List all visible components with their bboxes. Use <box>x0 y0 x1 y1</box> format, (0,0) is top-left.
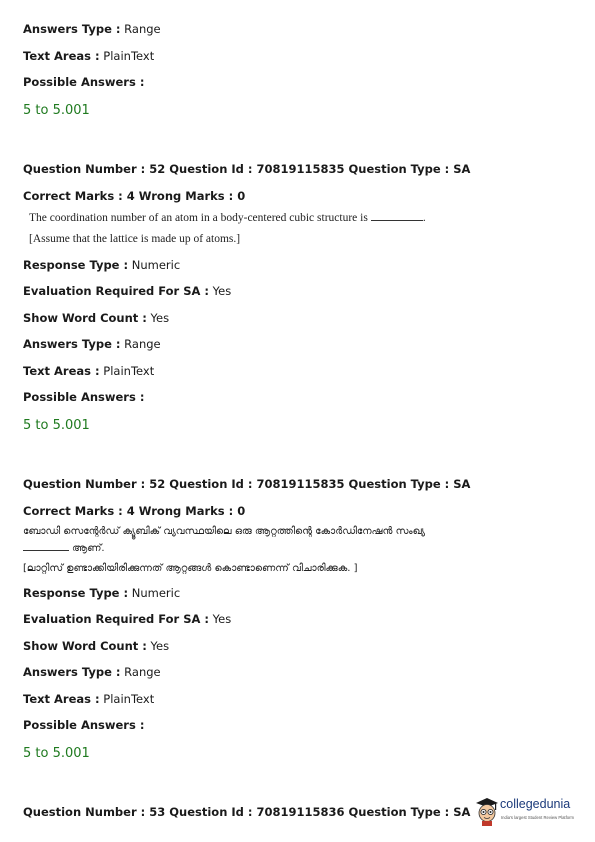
answers-type-row: Answers Type : Range <box>23 665 161 679</box>
collegedunia-logo <box>474 794 586 828</box>
word-count-row: Show Word Count : Yes <box>23 639 170 653</box>
question-text-line3: [ലാറ്റിസ് ഉണ്ടാക്കിയിരിക്കുന്നത് ആറ്റങ്ങൾ കൊണ്ടാണെന്ന് വിചാരിക്കുക. ] <box>23 563 358 574</box>
text-areas-row: Text Areas : PlainText <box>23 364 155 378</box>
question-header: Question Number : 52 Question Id : 70819115835 Question Type : SA <box>23 477 471 491</box>
answer-blank <box>23 550 69 551</box>
logo-tagline: India's largest Student Review Platform <box>501 815 574 820</box>
marks-row: Correct Marks : 4 Wrong Marks : 0 <box>23 189 246 203</box>
evaluation-row: Evaluation Required For SA : Yes <box>23 612 232 626</box>
text-areas-row: Text Areas : PlainText <box>23 49 155 63</box>
answer-blank <box>371 220 423 221</box>
possible-answers-label: Possible Answers : <box>23 718 145 732</box>
response-type-row: Response Type : Numeric <box>23 586 181 600</box>
possible-answers-label: Possible Answers : <box>23 390 145 404</box>
question-header: Question Number : 53 Question Id : 70819115836 Question Type : SA <box>23 805 471 819</box>
possible-answers-value: 5 to 5.001 <box>23 103 90 118</box>
question-text-line2: [Assume that the lattice is made up of atoms.] <box>29 233 241 245</box>
logo-wordmark: collegedunia <box>500 797 571 811</box>
response-type-row: Response Type : Numeric <box>23 258 181 272</box>
question-header: Question Number : 52 Question Id : 70819115835 Question Type : SA <box>23 162 471 176</box>
text-areas-row: Text Areas : PlainText <box>23 692 155 706</box>
question-text-line1: ബോഡി സെന്റേർഡ് ക്യൂബിക് വ്യവസ്ഥയിലെ ഒരു ആറ്റത്തിന്റെ കോർഡിനേഷൻ സംഖ്യ <box>23 526 426 537</box>
answers-type-row: Answers Type : Range <box>23 337 161 351</box>
possible-answers-value: 5 to 5.001 <box>23 418 90 433</box>
marks-row: Correct Marks : 4 Wrong Marks : 0 <box>23 504 246 518</box>
possible-answers-value: 5 to 5.001 <box>23 746 90 761</box>
possible-answers-label: Possible Answers : <box>23 75 145 89</box>
word-count-row: Show Word Count : Yes <box>23 311 170 325</box>
question-text-line2: ആണ്. <box>23 542 105 556</box>
answers-type-row: Answers Type : Range <box>23 22 161 36</box>
question-text-line1: The coordination number of an atom in a body-centered cubic structure is . <box>29 212 426 224</box>
evaluation-row: Evaluation Required For SA : Yes <box>23 284 232 298</box>
graduate-mascot-icon <box>474 794 500 826</box>
